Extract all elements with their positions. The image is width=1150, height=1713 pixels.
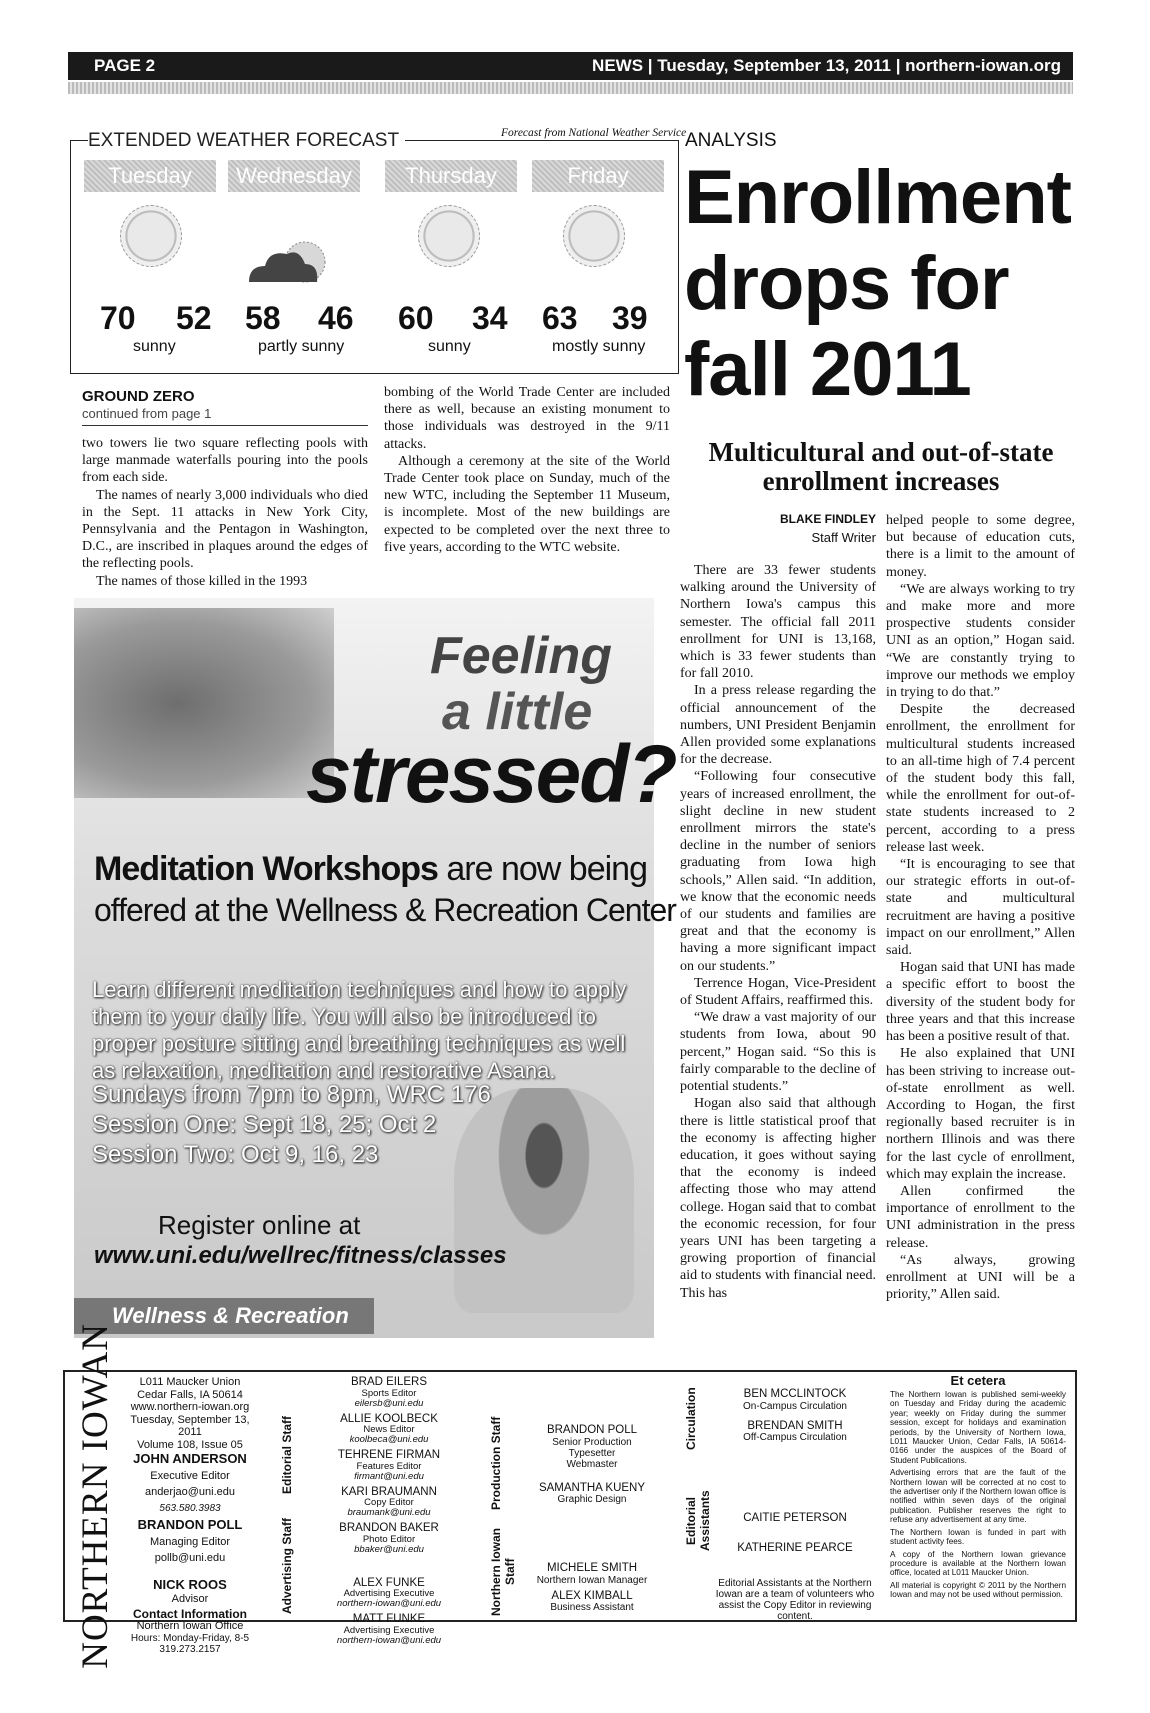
byline-role: Staff Writer (811, 530, 876, 545)
ad-headline (94, 850, 647, 889)
sun-icon (418, 205, 480, 267)
circulation-list (720, 1388, 870, 1443)
paragraph: He also explained that UNI has been striving to increase out-of-state enrollment as well. According to Hogan, the first regionally based recruiter is in northern Illinois and was there for the last cycle of enrollment, which may explain the increase. (886, 1046, 1075, 1182)
staff-title: Photo Editor (362, 1533, 416, 1545)
staff-name: MICHELE SMITH (546, 1562, 638, 1574)
ad-footer-logo: Wellness & Recreation Services (74, 1298, 374, 1334)
cond-friday: mostly sunny (552, 338, 646, 355)
headline (684, 155, 1071, 413)
label-editorial-staff: Editorial Staff (280, 1416, 294, 1495)
etcetera-text (890, 1390, 1066, 1600)
etc-paragraph: The Northern Iowan is published semi-weekly on Tuesday and Friday during the academic year; weekly on Friday during the summer session, except for holidays and examination periods, by the University of Northern Iowa, L011 Maucker Union, Cedar Falls, IA 50614-0166 under the auspices of the Board of Student Publications. (890, 1390, 1066, 1465)
contact-hours: Hours: Monday-Friday, 8-5 (130, 1632, 250, 1644)
label-advertising-staff: Advertising Staff (280, 1517, 294, 1614)
temp-high-thursday: 60 (398, 300, 434, 336)
staff-title: Business Assistant (550, 1602, 634, 1613)
meditating-woman-photo (454, 1088, 634, 1313)
etc-paragraph: The Northern Iowan is funded in part with student activity fees. (890, 1527, 1066, 1547)
temp-low-thursday: 34 (472, 300, 508, 336)
ad-schedule-line: Sundays from 7pm to 8pm, WRC 176 (92, 1081, 491, 1108)
staff-title: On-Campus Circulation (743, 1400, 847, 1412)
staff-name: BRENDAN SMITH (747, 1419, 843, 1432)
ad-headline-bold: Meditation Workshops (94, 850, 438, 888)
staff-email[interactable]: bbaker@uni.edu (354, 1543, 424, 1555)
temp-high-friday: 63 (542, 300, 578, 336)
weather-day-thursday: Thursday (385, 160, 517, 192)
stressed-person-photo (74, 608, 334, 798)
byline: BLAKE FINDLEY (780, 512, 876, 526)
production-staff-list (522, 1424, 662, 1505)
weather-day-wednesday: Wednesday (228, 160, 360, 192)
headline-line-2: drops for (684, 241, 1009, 326)
staff-name: ALEX FUNKE (353, 1576, 425, 1589)
managing-editor-email[interactable]: pollb@uni.edu (154, 1552, 226, 1564)
paragraph: “It is encouraging to see that our strategic efforts in out-of-state and multicultural recruitment are having a positive impact on our enrollment,” Allen said. (886, 857, 1075, 959)
ad-register-url[interactable]: www.uni.edu/wellrec/fitness/classes (94, 1242, 507, 1269)
weather-day-friday: Friday (532, 160, 664, 192)
headline-line-1: Enrollment (684, 155, 1071, 240)
paragraph: The names of those killed in the 1993 (96, 573, 308, 589)
nameplate: NORTHERN IOWAN (74, 1323, 116, 1669)
page-number: PAGE 2 (94, 56, 156, 75)
section-date-url: NEWS | Tuesday, September 13, 2011 | northern-iowan.org (592, 56, 1061, 75)
ad-register: Register online at (158, 1210, 361, 1240)
paragraph: Although a ceremony at the site of the World Trade Center took place on Sunday, much of the new WTC, including the September 11 Museum, is incomplete. Most of the new buildings are expected to be completed over the next three to five years, according to the WTC website. (384, 453, 670, 555)
weather-source: Forecast from National Weather Service (496, 127, 686, 139)
article-col2 (886, 512, 1075, 1303)
paragraph: In a press release regarding the official announcement of the numbers, UNI President Benjamin Allen provided some explanations for the decrease. (680, 683, 876, 768)
label-northern-iowan-staff: Northern Iowan Staff (489, 1527, 517, 1616)
staff-email[interactable]: koolbeca@uni.edu (349, 1434, 429, 1445)
ad-line-a-little: a little (442, 683, 593, 741)
ad-headline-2: offered at the Wellness & Recreation Center (94, 892, 676, 928)
staff-title: Northern Iowan Manager (536, 1574, 648, 1586)
meditation-ad (74, 598, 676, 1364)
paragraph: bombing of the World Trade Center are included there as well, because an existing monument to those individuals was destroyed in the 9/11 attacks. (384, 385, 670, 452)
address-line: Tuesday, September 13, 2011 (130, 1413, 250, 1438)
masthead-address (120, 1376, 260, 1655)
staff-name: MATT FUNKE (352, 1613, 426, 1625)
paragraph: Despite the decreased enrollment, the enrollment for multicultural students increased to an all-time high of 7.4 percent of the student body this fall, while the enrollment for out-of-state students increased to 2 percent, according to a press release last week. (886, 702, 1075, 855)
jump-kicker: GROUND ZERO (82, 388, 195, 405)
label-editorial-assistants: Editorial Assistants (684, 1490, 712, 1552)
nameplate-wrap (70, 1323, 120, 1669)
paragraph: “We draw a vast majority of our students from Iowa, about 90 percent,” Hogan said. “So this is fairly comparable to the decline of potential students.” (680, 1010, 876, 1095)
contact-line: Northern Iowan Office (136, 1620, 244, 1632)
ad-session-one: Session One: Sept 18, 25; Oct 2 (92, 1111, 437, 1138)
staff-name: SAMANTHA KUENY (538, 1481, 646, 1494)
paragraph: Terrence Hogan, Vice-President of Student Affairs, reaffirmed this. (680, 975, 876, 1009)
ad-line-stressed: stressed? (306, 729, 676, 820)
contact-phone: 319.273.2157 (159, 1643, 221, 1655)
label-circulation: Circulation (684, 1387, 698, 1451)
temp-low-wednesday: 46 (318, 300, 354, 336)
staff-title: Copy Editor (364, 1497, 414, 1508)
address-line: L011 Maucker Union (139, 1376, 241, 1388)
exec-editor-email[interactable]: anderjao@uni.edu (144, 1486, 236, 1498)
staff-name: ALLIE KOOLBECK (340, 1412, 438, 1425)
exec-editor-title: Executive Editor (150, 1469, 230, 1482)
weather-day-tuesday: Tuesday (84, 160, 216, 192)
staff-title: Graphic Design (557, 1494, 627, 1505)
assistant-2: KATHERINE PEARCE (737, 1542, 853, 1554)
staff-email[interactable]: eilersb@uni.edu (354, 1397, 424, 1409)
ad-headline-rest: are now being (437, 850, 647, 888)
staff-title: Features Editor (356, 1460, 422, 1472)
staff-title: News Editor (363, 1424, 415, 1435)
cond-thursday: sunny (428, 338, 471, 355)
staff-email[interactable]: firmant@uni.edu (354, 1470, 424, 1482)
paragraph: “As always, growing enrollment at UNI will be a priority,” Allen said. (886, 1252, 1075, 1303)
exec-editor-name: JOHN ANDERSON (133, 1451, 247, 1466)
ground-zero-col2 (384, 384, 670, 556)
paragraph: Allen confirmed the importance of enrollment to the UNI administration in the press release. (886, 1183, 1075, 1251)
staff-name: BRANDON POLL (546, 1424, 638, 1436)
advisor-name: NICK ROOS (153, 1576, 227, 1592)
label-production-staff: Production Staff (489, 1416, 503, 1510)
temp-high-tuesday: 70 (100, 300, 136, 336)
staff-email[interactable]: northern-iowan@uni.edu (336, 1598, 442, 1609)
etc-paragraph: A copy of the Northern Iowan grievance procedure is available at the Northern Iowan office, located at L011 Maucker Union. (890, 1549, 1066, 1578)
staff-title: Senior Production (552, 1436, 632, 1448)
address-line: Volume 108, Issue 05 (137, 1438, 243, 1451)
staff-email[interactable]: braumank@uni.edu (347, 1507, 431, 1518)
staff-name: TEHRENE FIRMAN (337, 1449, 441, 1461)
contact-heading: Contact Information (133, 1606, 247, 1621)
staff-title: Off-Campus Circulation (743, 1432, 847, 1443)
staff-title: Sports Editor (361, 1387, 417, 1399)
assistants-note: Editorial Assistants at the Northern Iowan are a team of volunteers who assist the Copy Editor in reviewing content. (715, 1578, 875, 1622)
staff-title: Typesetter (568, 1447, 616, 1459)
sun-icon (120, 205, 182, 267)
paragraph: The names of nearly 3,000 individuals who died in the Sept. 11 attacks in New York City, Pennsylvania and the Pentagon in Washington, D.C., are inscribed in plaques around the edges of the reflecting pools. (82, 487, 368, 572)
staff-title: Webmaster (566, 1458, 618, 1470)
cond-wednesday: partly sunny (258, 338, 345, 355)
paragraph: There are 33 fewer students walking around the University of Northern Iowa's campus this semester. The official fall 2011 enrollment for UNI is 13,168, which is 33 fewer students than for fall 2010. (680, 563, 876, 682)
weather-title: EXTENDED WEATHER FORECAST (88, 130, 405, 152)
paragraph: “We are always working to try and make more and more prospective students consider UNI as an option,” Hogan said. “We are constantly trying to improve our methods we employ in trying to do that.” (886, 581, 1075, 701)
temp-high-wednesday: 58 (245, 300, 281, 336)
paragraph: “Following four consecutive years of increased enrollment, the slight decline in new student enrollment mirrors the state's decline in the number of seniors graduating from Iowa high schools,” Allen said. “In addition, we know that the economic needs of our students and families are great and that the economy is having a more significant impact on our students.” (680, 769, 876, 974)
etcetera-heading: Et cetera (950, 1373, 1006, 1388)
ni-staff-list (522, 1562, 662, 1613)
headline-line-3: fall 2011 (684, 327, 971, 412)
paragraph: Hogan also said that although there is little statistical proof that the economy is affecting higher education, it goes without saying that the economy is indeed affecting those who may attend college. Hogan said that to combat the economic recession, for four years UNI has been targeting a growing proportion of financial aid to students with financial need. This has (680, 1096, 876, 1301)
etc-paragraph: Advertising errors that are the fault of the Northern Iowan will be corrected at no cost to the advertiser only if the Northern Iowan office is notified within seven days of the original publication. Publisher reserves the right to refuse any advertisement at any time. (890, 1468, 1066, 1525)
assistant-1: CAITIE PETERSON (743, 1512, 847, 1524)
address-line: Cedar Falls, IA 50614 (137, 1388, 243, 1401)
advisor-title: Advisor (171, 1593, 209, 1605)
jump-rule (82, 425, 368, 426)
staff-name: ALEX KIMBALL (551, 1589, 633, 1602)
subheadline: Multicultural and out-of-state enrollment increases (708, 437, 1054, 496)
article-col1 (680, 562, 876, 1302)
staff-email[interactable]: northern-iowan@uni.edu (336, 1634, 442, 1646)
ad-line-feeling: Feeling (430, 627, 613, 685)
staff-title: Advertising Executive (343, 1588, 435, 1599)
etc-paragraph: All material is copyright © 2011 by the Northern Iowan and may not be used without permission. (890, 1580, 1066, 1600)
jump-continued: continued from page 1 (82, 406, 212, 421)
partly-cloudy-icon (243, 240, 339, 285)
temp-low-tuesday: 52 (176, 300, 212, 336)
editorial-staff-list (318, 1376, 460, 1646)
exec-editor-phone: 563.580.3983 (159, 1502, 221, 1514)
sun-icon (563, 205, 625, 267)
analysis-label: ANALYSIS (685, 130, 777, 151)
ad-session-two: Session Two: Oct 9, 16, 23 (92, 1141, 379, 1168)
header-texture-rule (68, 82, 1073, 94)
paragraph: two towers lie two square reflecting pools with large manmade waterfalls pouring into the pools from each side. (82, 436, 368, 486)
ground-zero-col1 (82, 435, 368, 590)
cond-tuesday: sunny (133, 338, 176, 355)
page-header-bar (68, 52, 1073, 80)
paragraph: Hogan said that UNI has made a specific effort to boost the diversity of the student body for three years and that this increase has been a positive result of that. (886, 960, 1075, 1045)
ad-body: Learn different meditation techniques and how to apply them to your daily life. You will also be introduced to proper posture sitting and breathing techniques as well as relaxation, meditation and restorative Asana. (92, 977, 627, 1083)
managing-editor-title: Managing Editor (149, 1535, 231, 1548)
staff-name: BEN MCCLINTOCK (743, 1388, 847, 1400)
ad-schedule (92, 1080, 491, 1170)
managing-editor-name: BRANDON POLL (137, 1517, 243, 1532)
staff-name: BRAD EILERS (350, 1376, 428, 1388)
staff-name: KARI BRAUMANN (341, 1485, 437, 1498)
paragraph: helped people to some degree, but because of education cuts, there is a limit to the amount of money. (886, 513, 1075, 580)
temp-low-friday: 39 (612, 300, 648, 336)
staff-name: BRANDON BAKER (339, 1522, 439, 1534)
address-line[interactable]: www.northern-iowan.org (130, 1401, 250, 1413)
staff-title: Advertising Executive (343, 1624, 435, 1636)
